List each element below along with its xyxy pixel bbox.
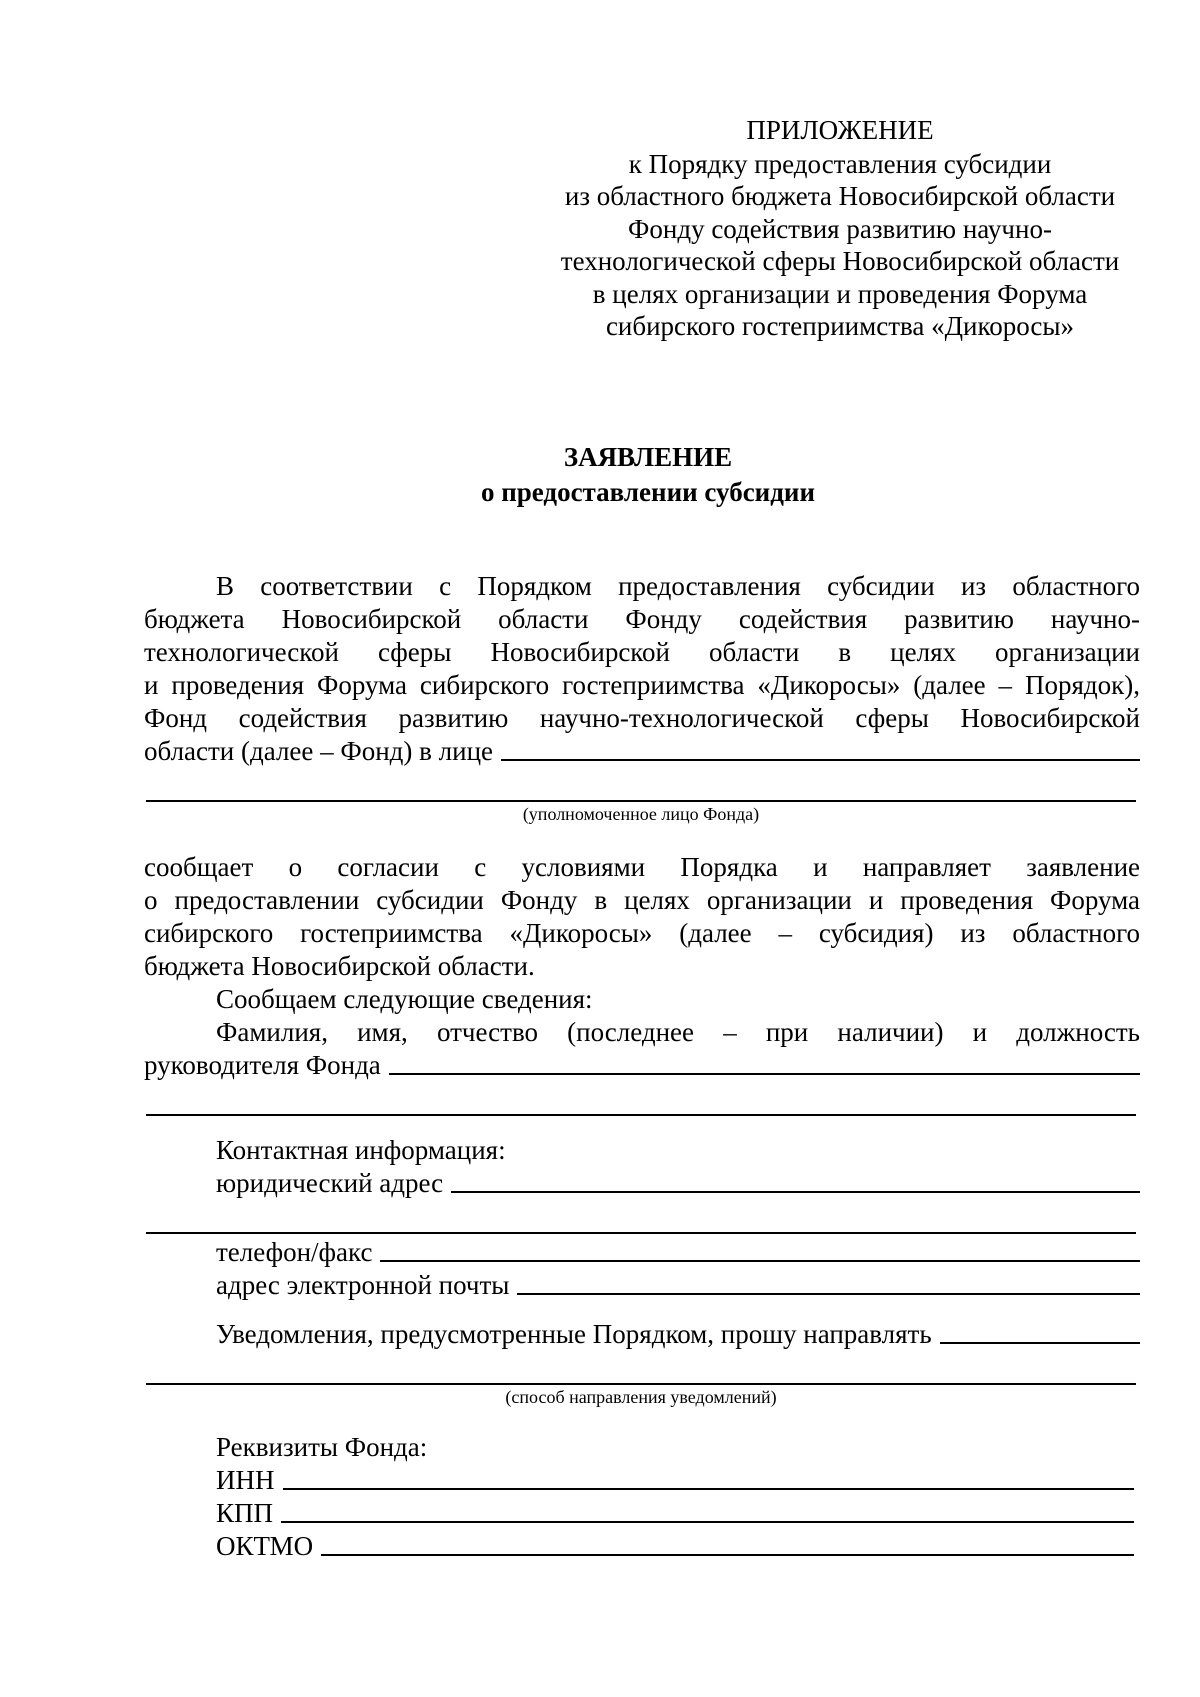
oktmo-field[interactable] <box>321 1554 1134 1556</box>
intro-line: В соответствии с Порядком предоставления субсидии из областного <box>216 571 1140 601</box>
document-title-block <box>0 440 1200 510</box>
notifications-row <box>216 1318 1140 1350</box>
inn-field[interactable] <box>283 1488 1135 1490</box>
email-field[interactable] <box>517 1293 1140 1295</box>
document-title: ЗАЯВЛЕНИЕ <box>563 442 733 472</box>
head-name-field-continuation[interactable] <box>146 1114 1136 1116</box>
consent-line: сообщает о согласии с условиями Порядка и направляет заявление <box>144 852 1140 882</box>
oktmo-label: ОКТМО <box>216 1531 314 1561</box>
consent-line: сибирского гостеприимства «Дикоросы» (далее – субсидия) из областного <box>144 918 1140 948</box>
oktmo-row <box>216 1530 1134 1562</box>
head-name-row <box>144 1049 1140 1081</box>
inn-label: ИНН <box>216 1465 275 1495</box>
appendix-line: сибирского гостеприимства «Дикоросы» <box>605 311 1075 341</box>
intro-line: бюджета Новосибирской области Фонду содействия развитию научно- <box>144 604 1140 634</box>
legal-address-field-continuation[interactable] <box>146 1232 1136 1234</box>
appendix-line: Фонду содействия развитию научно- <box>628 213 1052 244</box>
email-row <box>216 1269 1140 1301</box>
authorized-person-field-continuation[interactable] <box>146 800 1136 802</box>
authorized-person-row <box>144 735 1140 767</box>
notifications-field-continuation[interactable] <box>146 1383 1136 1385</box>
authorized-person-label: области (далее – Фонд) в лице <box>144 736 494 766</box>
notifications-caption: (способ направления уведомлений) <box>505 1387 777 1407</box>
appendix-line: в целях организации и проведения Форума <box>592 278 1088 309</box>
kpp-row <box>216 1497 1134 1529</box>
appendix-line: к Порядку предоставления субсидии <box>628 148 1052 179</box>
notifications-label: Уведомления, предусмотренные Порядком, прошу направлять <box>216 1319 932 1349</box>
info-intro: Сообщаем следующие сведения: <box>216 984 593 1014</box>
appendix-title: ПРИЛОЖЕНИЕ <box>746 115 934 145</box>
notifications-field[interactable] <box>940 1342 1140 1344</box>
kpp-field[interactable] <box>281 1521 1134 1523</box>
head-name-line: Фамилия, имя, отчество (последнее – при наличии) и должность <box>216 1017 1140 1047</box>
requisites-title: Реквизиты Фонда: <box>216 1432 428 1462</box>
appendix-line: из областного бюджета Новосибирской области <box>564 181 1116 211</box>
intro-line: Фонд содействия развитию научно-технологической сферы Новосибирской <box>144 703 1140 733</box>
head-name-field[interactable] <box>389 1073 1140 1075</box>
legal-address-field[interactable] <box>451 1191 1140 1193</box>
head-name-label: руководителя Фонда <box>144 1050 381 1080</box>
kpp-label: КПП <box>216 1498 274 1528</box>
phone-field[interactable] <box>380 1260 1140 1262</box>
intro-line: технологической сферы Новосибирской области в целях организации <box>144 637 1140 667</box>
phone-label: телефон/факс <box>216 1237 373 1267</box>
consent-line: бюджета Новосибирской области. <box>144 951 535 981</box>
appendix-line: технологической сферы Новосибирской области <box>560 246 1120 276</box>
phone-row <box>216 1236 1140 1268</box>
legal-address-label: юридический адрес <box>216 1168 444 1198</box>
consent-line: о предоставлении субсидии Фонду в целях организации и проведения Форума <box>144 885 1140 915</box>
document-subtitle: о предоставлении субсидии <box>480 477 816 507</box>
authorized-person-field[interactable] <box>501 759 1140 761</box>
inn-row <box>216 1464 1134 1496</box>
intro-line: и проведения Форума сибирского гостеприимства «Дикоросы» (далее – Порядок), <box>144 670 1140 700</box>
authorized-person-caption: (уполномоченное лицо Фонда) <box>522 804 760 824</box>
appendix-header <box>540 114 1140 343</box>
contacts-title: Контактная информация: <box>216 1135 506 1165</box>
email-label: адрес электронной почты <box>216 1270 510 1300</box>
legal-address-row <box>216 1167 1140 1199</box>
